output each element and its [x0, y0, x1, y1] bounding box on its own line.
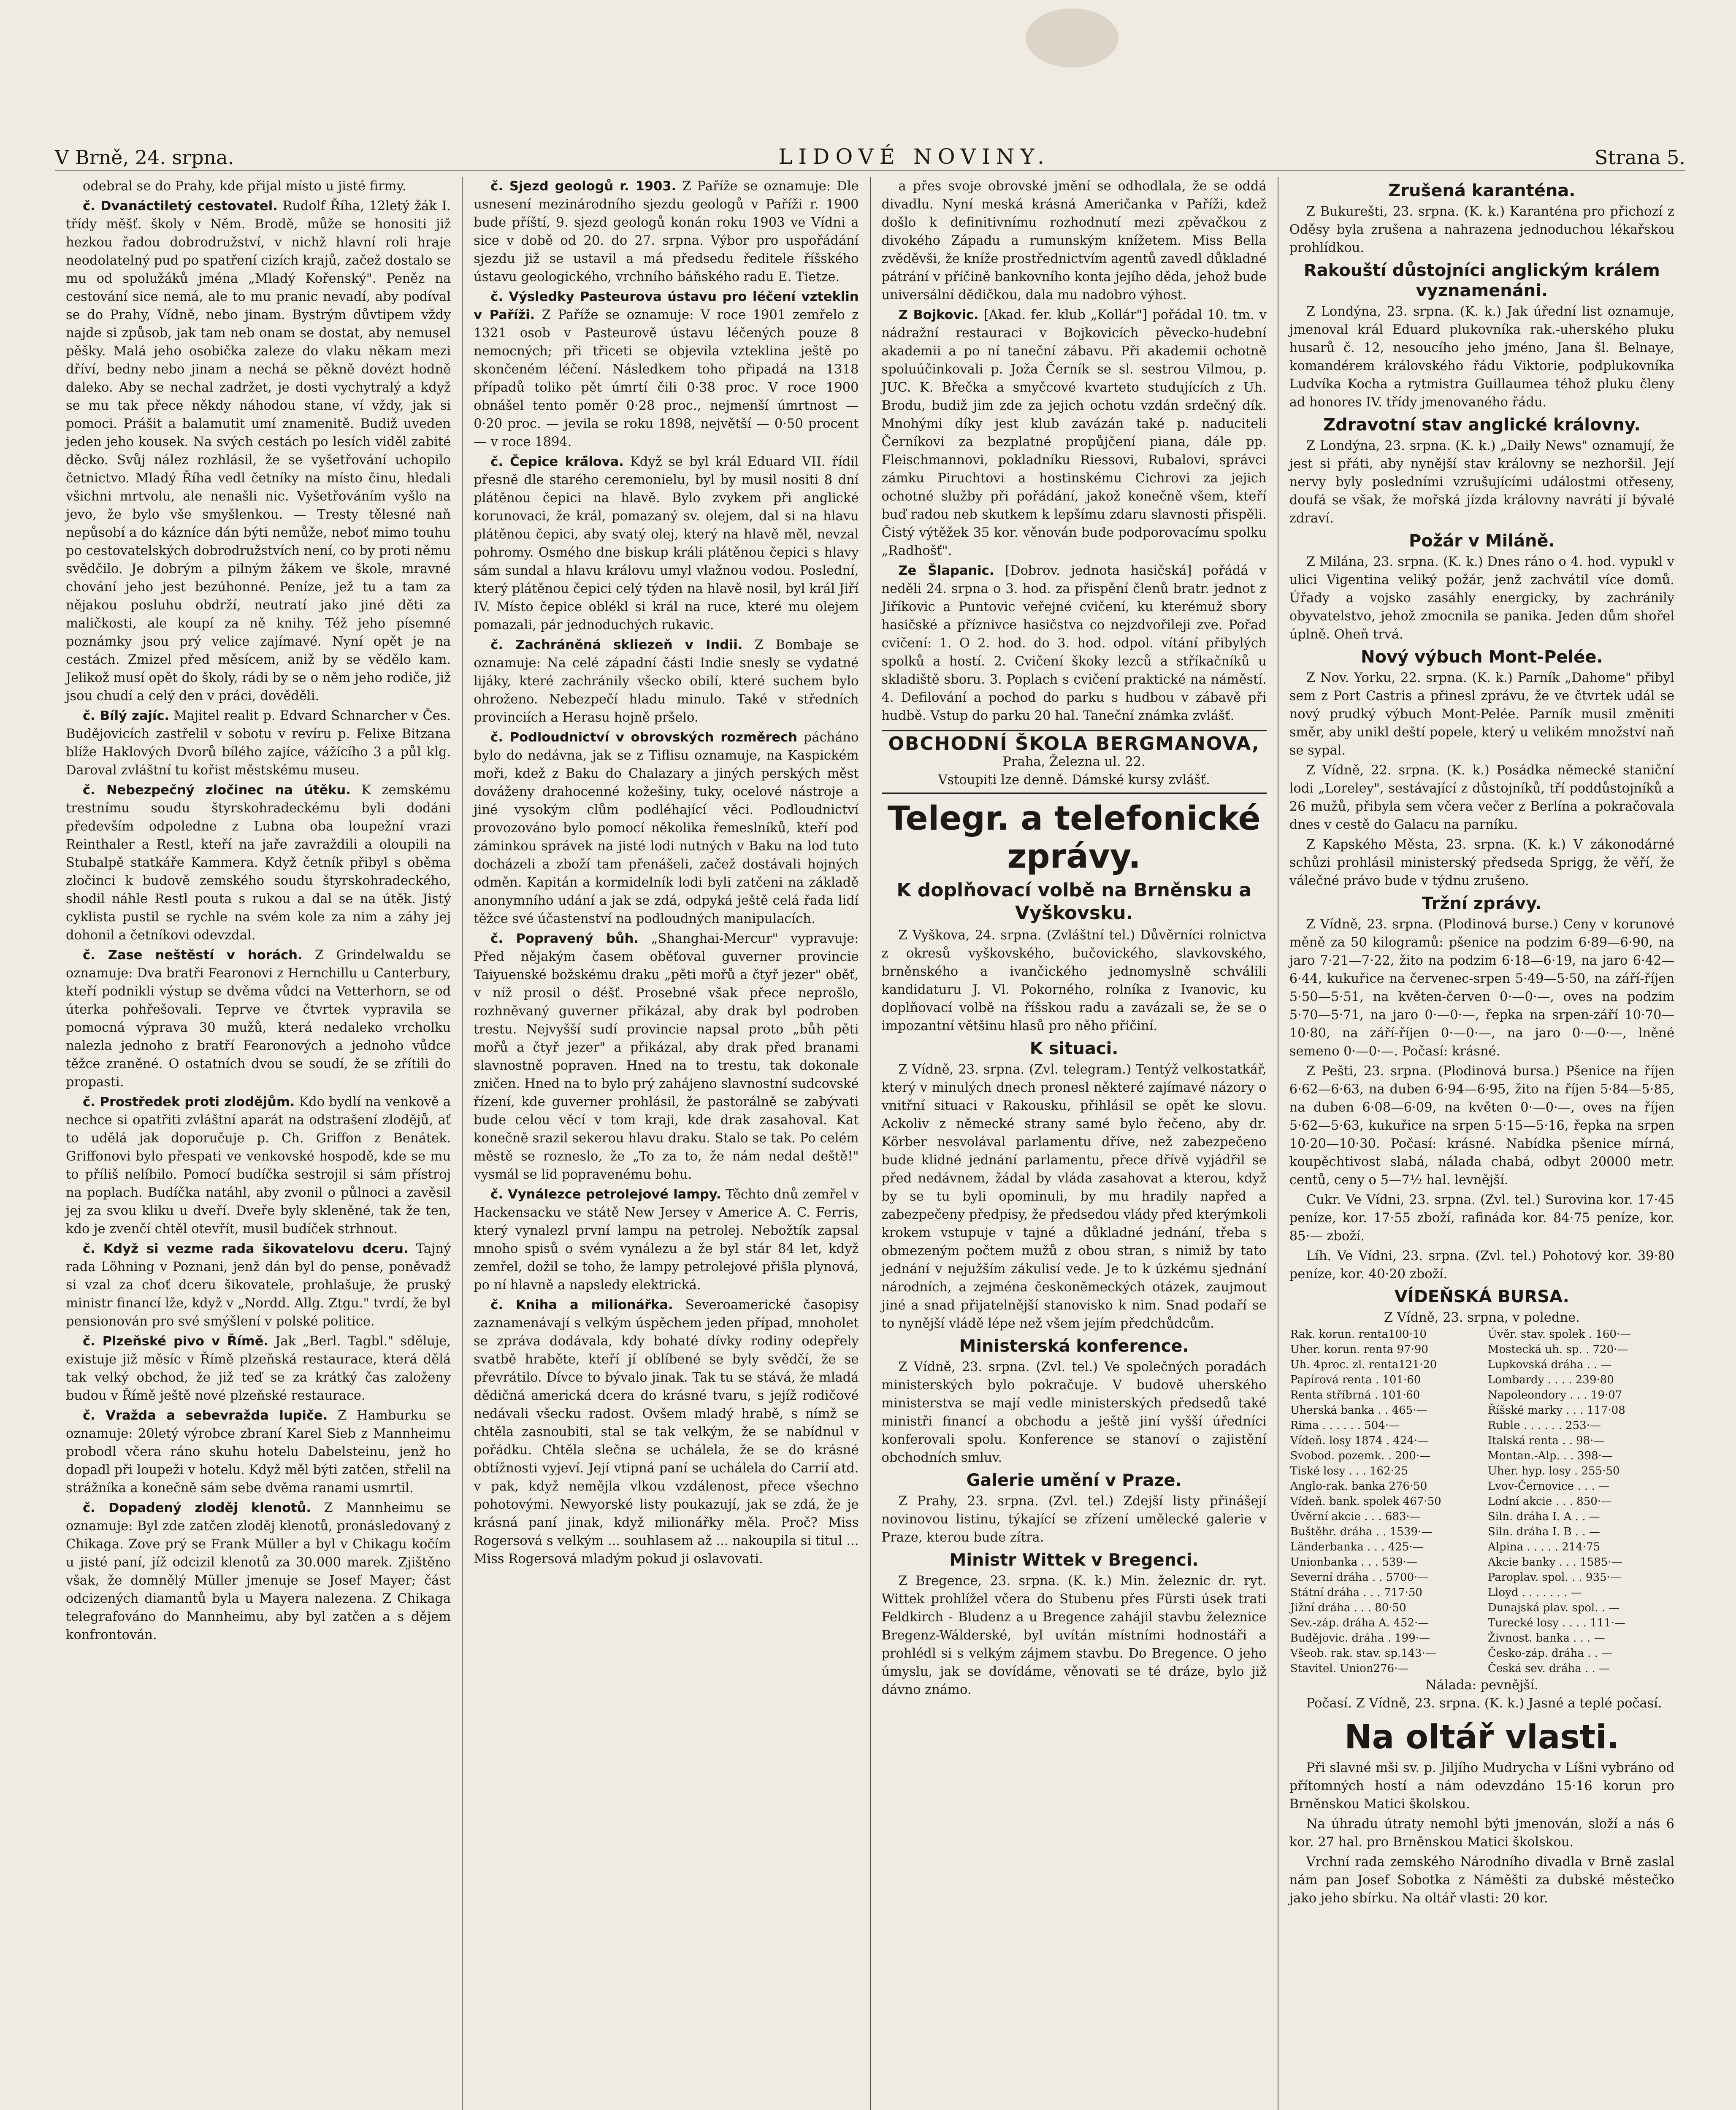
- table-row: [1289, 1539, 1674, 1555]
- table-row: [1289, 1524, 1674, 1539]
- table-row: [1289, 1555, 1674, 1570]
- table-cell: Budějovic. dráha . 199·—: [1290, 1632, 1430, 1645]
- table-cell: Rak. korun. renta100·10: [1290, 1328, 1427, 1341]
- article: [66, 1332, 451, 1405]
- ad-address: Praha, Železna ul. 22.: [1002, 755, 1146, 769]
- article-headline: č. Výsledky Pasteurova ústavu pro léčení vzteklin v Paříži.: [474, 289, 859, 322]
- article-paragraph: Z Londýna, 23. srpna. (K. k.) Jak úřední list oznamuje, jmenoval král Eduard plukovníka rak.-uherského pluku husarů č. 12, nesoucího jeho jméno, Jana šl. Belnaye, komandérem královského řádu Viktorie, podplukovníka Ludvíka Kocha a rytmistra Guillaumea téhož pluku členy ad honores IV. třídy jmenovaného řádu.: [1289, 304, 1674, 410]
- article: [474, 1185, 859, 1294]
- table-cell: Alpina . . . . . 214·75: [1487, 1541, 1601, 1553]
- table-row: [1289, 1327, 1674, 1342]
- column-2: [463, 177, 870, 2110]
- article: [474, 453, 859, 634]
- article-paragraph: Vrchní rada zemského Národního divadla v Brně zaslal nám pan Josef Sobotka z Náměšti za dubské městečko jako jeho sbírku. Na oltář vlasti: 20 kor.: [1289, 1855, 1674, 1906]
- article-body: Z Mannheimu se oznamuje: Byl zde zatčen zloděj klenotů, pronásledovaný z Chikaga. Zove prý se Frank Müller a byl v Chikagu kočím u jisté paní, jíž odcizil klenotů za 30.000 marek. Zjištěno však, že domnělý Müller jmenuje se Josef Mayer; část odcizených diamantů byla u Mayera nalezena. Z Chikaga telegrafováno do Mannheimu, aby byl zatčen a s dějem konfrontován.: [66, 1501, 451, 1642]
- article-body: Severoamerické časopisy zaznamenávají s velkým úspěchem jeden případ, mnoholet se zpráva dodávala, kdy bohaté dívky rodiny odepřely svatbě hraběte, kteří jí oblíbené se byly svědčí, že se převrátilo. Dívce to bývalo jinak. Tak tu se stává, že mladá dědičná americká dcera do krásné tvaru, s jejíž rodičové nedávali všecku radost. Ovšem mladý hrabě, s nímž se chtěla zasnoubiti, stal se tak velkým, že se nabídnul v pořádku. Chtěla slečna se uchálela, že se do krásné obtížnosti vyjeví. Její vtipná paní se uchálela do Carrií atd. v pak, když nemějla vlkou vzdálenost, přece všechno pohotovými. Newyorské listy poukazují, jak se zdá, že je krásná paní jinak, když milionářky měla. Proč? Miss Rogersová s velkým ... souhlasem až ... nakoupila si titul ... Miss Rogersová mladým pokud ji oslavovati.: [474, 1298, 859, 1566]
- table-cell: Úvěr. stav. spolek . 160·—: [1487, 1328, 1631, 1341]
- table-cell: Tiské losy . . . 162·25: [1290, 1465, 1408, 1477]
- section-heading: VÍDEŇSKÁ BURSA.: [1394, 1287, 1569, 1307]
- table-row: [1289, 1570, 1674, 1585]
- paper-stain: [1026, 8, 1119, 68]
- table-row: [1289, 1600, 1674, 1615]
- major-heading: Na oltář vlasti.: [1344, 1718, 1620, 1756]
- article-paragraph: Z Londýna, 23. srpna. (K. k.) „Daily News" oznamují, že jest si přáti, aby nynější stav královny se nezhoršil. Její nervy byly posledními vzrušujícími událostmi otřeseny, doufá se však, že mořská jízda královny navrátí jí bývalé zdraví.: [1289, 438, 1674, 526]
- article-paragraph: Při slavné mši sv. p. Jiljího Mudrycha v Líšni vybráno od přítomných hostí a nám odevzdáno 15·16 korun pro Brněnskou Matici školskou.: [1289, 1761, 1674, 1812]
- article-paragraph: Na úhradu útraty nemohl býti jmenován, složí a nás 6 kor. 27 hal. pro Brněnskou Matici školskou.: [1289, 1817, 1674, 1850]
- table-cell: Stavitel. Union276·—: [1290, 1662, 1409, 1675]
- section-heading: Zrušená karanténa.: [1388, 181, 1576, 200]
- article-paragraph: Líh. Ve Vídni, 23. srpna. (Zvl. tel.) Pohotový kor. 39·80 peníze, kor. 40·20 zboží.: [1289, 1249, 1674, 1282]
- table-cell: Italská renta . . 98·—: [1487, 1434, 1605, 1447]
- article: [474, 1296, 859, 1568]
- article-body: Majitel realit p. Edvard Schnarcher v Čes. Budějovicích zastřelil v sobotu v revíru p. Felixe Bitzana blíže Haklových Dvorů bílého zajíce, vážícího 3 a půl klg. Daroval zvláštní tu kořist městskému museu.: [66, 709, 451, 778]
- table-cell: Lombardy . . . . 239·80: [1487, 1374, 1614, 1386]
- table-cell: Buštěhr. dráha . . 1539·—: [1290, 1526, 1433, 1538]
- section-heading: Tržní zprávy.: [1422, 894, 1542, 913]
- table-row: [1289, 1585, 1674, 1600]
- article-body: K zemskému trestnímu soudu štyrskohradeckému byli dodáni především odpoledne z Lubna oba loupežní vrazi Reinthaler a Restl, kteří na jaře zavraždili a oloupili na Stubalpě statkáře Kammera. Když četník přibyl s oběma zločinci k budově zemského soudu štyrskohradeckého, shodil náhle Restl pouta s rukou a dal se na útěk. Jistý cyklista pustil se rychle na svém kole za nim a záhy jej dohonil a četníkovi odevzdal.: [66, 783, 451, 943]
- section-heading: Nový výbuch Mont-Pelée.: [1361, 647, 1603, 667]
- table-cell: Anglo-rak. banka 276·50: [1290, 1480, 1427, 1493]
- article: [66, 1240, 451, 1331]
- article: [474, 288, 859, 451]
- article: [66, 781, 451, 944]
- table-row: [1289, 1509, 1674, 1524]
- table-row: [1289, 1388, 1674, 1403]
- table-cell: Unionbanka . . . 539·—: [1290, 1556, 1418, 1569]
- table-cell: Česká sev. dráha . . —: [1487, 1662, 1610, 1675]
- table-cell: Česko-záp. dráha . . —: [1487, 1647, 1613, 1660]
- article-headline: č. Vražda a sebevražda lupiče.: [83, 1408, 328, 1423]
- table-cell: Uher. hyp. losy . 255·50: [1487, 1465, 1620, 1477]
- article-paragraph: Z Nov. Yorku, 22. srpna. (K. k.) Parník „Dahome" přibyl sem z Port Castris a přinesl zprávu, že ve čtvrtek udál se nový prudký výbuch Mont-Pelée. Parník musil změniti směr, aby unikl deští popele, který u velikém množství naň se sypal.: [1289, 671, 1674, 758]
- article: [882, 306, 1267, 560]
- article-headline: č. Prostředek proti zlodějům.: [83, 1095, 295, 1109]
- article-body: „Shanghai-Mercur" vypravuje: Před nějakým časem oběťoval guverner provincie Taiyuenské božskému draku „pěti mořů a čtyř jezer" oběť, v níž prosil o déšť. Prosebné však přece neprošlo, rozhněvaný guverner přikázal, aby drak byl podroben trestu. Nejvyšší sudí provincie napsal proto „bůh pěti mořů a čtyř jezer" a přikázal, aby drak před branami slavnostně popraven. Hned na to trestu, tak dokonale zničen. Hned na to bylo prý zahájeno slavnostní sudcovské řízení, kde guverner prohlásil, že pastorálně se zabývati bude celou věcí v tom kraji, kde drak zasahoval. Kat konečně srazil sekerou hlavu draku. Stalo se tak. Po celém městě se rozneslo, že „To za to, že nám nedal deště!" vysmál se lid popravenému bohu.: [474, 931, 859, 1182]
- masthead: [55, 139, 1685, 170]
- article-body: Rudolf Říha, 12letý žák I. třídy měšť. školy v Něm. Brodě, může se honositi již hezkou řadou dobrodružství, v nichž hlavní roli hraje neodolatelný pud po spatření cizích krajů, začež dostalo se mu od spolužáků jména „Mladý Kořenský". Peněz na cestování sice nemá, ale to mu pranic nevadí, aby podíval se do Prahy, Vídně, nebo jinam. Bystrým důvtipem vždy najde si způsob, jak tam neb onam se dostat, aby nemusel pěšky. Malá jeho osobička zaleze do vlaku někam mezi dříví, bedny nebo jinam a nechá se pěkně dovézt hodně daleko. Aby se nechal zadržet, je dosti vychytralý a když se mu tak přece někdy náhodou stane, ví vždy, jak si pomoci. Prášit a balamutit umí znamenitě. Budiž uveden jeden jeho kousek. Na svých cestách po lesích viděl zabité děcko. Svůj nález rozhlásil, že se vyšetřování uchopilo četnictvo. Mladý Říha vedl četníky na místo činu, hledali všichni mrtvolu, ale nenašli nic. Vyšetřováním vyšlo na jevo, že bylo vše smyšlenkou. — Tresty tělesné naň nepůsobí a do kázníce dán býti nemůže, neboť mimo touhu po cestovatelských dobrodružstvích není, co by proti němu svědčilo. Je dobrým a pilným žákem ve škole, mravné chování jeho jest bezúhonné. Peníze, jež tu a tam za nějakou posluhu obdrží, neutratí jako jiné děti za maličkosti, ale koupí za ně knihy. Též jeho písemné poznámky jsou prý velice zajímavé. Nyní opět je na cestách. Zmizel před měsícem, aniž by se vědělo kam. Jelikož musí opět do školy, rádi by se o něm jeho rodiče, již jsou chudí a celý den v práci, dověděli.: [66, 199, 451, 703]
- table-cell: Vídeň. losy 1874 . 424·—: [1290, 1434, 1429, 1447]
- table-cell: Lloyd . . . . . . . —: [1487, 1586, 1582, 1599]
- article-paragraph: Z Bukurešti, 23. srpna. (K. k.) Karanténa pro přichozí z Oděsy byla zrušena a nahrazena jednoduchou lékařskou prohlídkou.: [1289, 204, 1674, 255]
- article-paragraph: Z Vídně, 22. srpna. (K. k.) Posádka německé staniční lodi „Loreley", sestávající z důstojníků, tří poddůstojníků a 26 mužů, přibyla sem včera večer z Berlína a pokračovala dnes v cestě do Galacu na parníku.: [1289, 763, 1674, 832]
- column-4: [1278, 177, 1685, 2110]
- article-body: Kdo bydlí na venkově a nechce si opatřiti zvláštní aparát na odstrašení zlodějů, ať to udělá jak doporučuje p. Ch. Griffon z Benátek. Griffonovi bylo přespati ve venkovské hospodě, kde se mu to příliš nelíbilo. Pomocí budíčka sestrojil si sám přístroj na poplach. Budíčka natáhl, aby zvonil o půlnoci a zavěsil jej za svou kliku u dveří. Dveře byly skleněné, tak že ten, kdo je zvenčí chtěl otevřít, musil budíček strhnout.: [66, 1095, 451, 1236]
- article-paragraph: Z Milána, 23. srpna. (K. k.) Dnes ráno o 4. hod. vypukl v ulici Vigentina veliký požár, jenž zachvátil více domů. Úřady a vojsko zasáhly energicky, by zachránily obyvatelstvo, jehož zmocnila se panika. Jeden dům shořel úplně. Oheň trvá.: [1289, 555, 1674, 642]
- section-heading: Galerie umění v Praze.: [966, 1471, 1182, 1490]
- article-body: Z Bombaje se oznamuje: Na celé západní části Indie snesly se vydatné lijáky, které zachránily všecko obilí, které suchem bylo ohroženo. Nebezpečí hladu minulo. Také v středních provinciích a Herasu hojně pršelo.: [474, 638, 859, 725]
- table-cell: Říšské marky . . . 117·08: [1487, 1404, 1625, 1417]
- table-row: [1289, 1615, 1674, 1631]
- article-headline: č. Dvanáctiletý cestovatel.: [83, 199, 278, 214]
- article-body: Z Grindelwaldu se oznamuje: Dva bratři Fearonovi z Hernchillu u Canterbury, kteří podnikli výstup se dvěma vůdci na Vetterhorn, se od úterka pohřešovali. Teprve ve čtvrtek vypravila se pomocná výprava 30 mužů, která nedaleko vrcholku nalezla jednoho z bratří Fearonových a jednoho vůdce těžce zraněné. O ostatních dvou se soudí, že se zřítili do propasti.: [66, 948, 451, 1090]
- article-paragraph: Počasí. Z Vídně, 23. srpna. (K. k.) Jasné a teplé počasí.: [1306, 1696, 1662, 1711]
- article-paragraph: Z Kapského Města, 23. srpna. (K. k.) V zákonodárné schůzi prohlásil ministerský předseda Sprigg, že věří, že válečné právo bude v týdnu zrušeno.: [1289, 837, 1674, 888]
- article-headline: Z Bojkovic.: [898, 308, 979, 322]
- table-cell: Uh. 4proc. zl. renta121·20: [1290, 1358, 1437, 1371]
- column-1: [55, 177, 463, 2110]
- table-cell: Länderbanka . . . 425·—: [1290, 1541, 1424, 1553]
- columns: [55, 177, 1685, 2110]
- article-headline: č. Vynálezce petrolejové lampy.: [490, 1187, 721, 1202]
- article: [474, 177, 859, 286]
- table-cell: Montan.-Alp. . . 398·—: [1487, 1450, 1613, 1462]
- table-cell: Lvov-Černovice . . . —: [1487, 1480, 1609, 1493]
- table-cell: Státní dráha . . . 717·50: [1290, 1586, 1422, 1599]
- section-heading: K situaci.: [1029, 1039, 1119, 1058]
- table-cell: Napoleondory . . . 19·07: [1487, 1389, 1622, 1401]
- table-row: [1289, 1463, 1674, 1479]
- table-cell: Živnost. banka . . . —: [1487, 1632, 1605, 1645]
- article-paragraph: Z Vídně, 23. srpna. (Plodinová burse.) Ceny v korunové měně za 50 kilogramů: pšenice na podzim 6·89—6·90, na jaro 7·21—7·22, žito na podzim 6·18—6·19, na jaro 6·42—6·44, kukuřice na červenec-srpen 5·49—5·50, na září-říjen 5·50—5·51, na květen-červen 0·—0·—, oves na podzim 5·70—5·71, na jaro 0·—0·—, řepka na srpen-září 10·70—10·80, na září-říjen 0·—0·—, na jaro 0·—0·—, lněné semeno 0·—0·—. Počasí: krásné.: [1289, 917, 1674, 1059]
- table-row: [1289, 1403, 1674, 1418]
- masthead-title: LIDOVÉ NOVINY.: [778, 144, 1050, 169]
- table-row: [1289, 1372, 1674, 1388]
- table-cell: Siln. dráha I. A . . —: [1487, 1510, 1600, 1523]
- article-headline: č. Sjezd geologů r. 1903.: [490, 179, 677, 194]
- section-heading: Ministr Wittek v Bregenci.: [949, 1550, 1199, 1570]
- article-headline: č. Kniha a milionářka.: [490, 1298, 673, 1312]
- article: [66, 1093, 451, 1238]
- section-heading: Rakouští důstojníci anglickým králem vyznamenáni.: [1303, 261, 1660, 300]
- section-heading: K doplňovací volbě na Brněnsku a Vyškovsku.: [896, 879, 1251, 924]
- article-paragraph: odebral se do Prahy, kde přijal místo u jisté firmy.: [83, 179, 406, 194]
- table-row: [1289, 1494, 1674, 1509]
- table-cell: Akcie banky . . . 1585·—: [1487, 1556, 1622, 1569]
- table-row: [1289, 1661, 1674, 1676]
- table-cell: Ruble . . . . . . 253·—: [1487, 1419, 1601, 1432]
- article-body: pácháno bylo do nedávna, jak se z Tiflisu oznamuje, na Kaspickém moři, kdež z Baku do Chalazary a jiných perských měst dováženy drahocenné kožešiny, tuky, ocelové nástroje a jiné vysokým clům podléhající věci. Podloudnictví provozováno bylo pomocí několika řemeslníků, kteří pod záminkou správek na jisté lodi nutných v Baku na lod tuto docházeli a zboží tam přenášeli, začež dostávali hojných odměn. Kapitán a kormidelník lodi byli zatčeni na základě anonymního udání a jak se zdá, odpyká ještě celá řada lidí těžce své účastenství na podloudných manipulacích.: [474, 730, 859, 926]
- article: [66, 946, 451, 1091]
- table-cell: Paroplav. spol. . . 935·—: [1487, 1571, 1621, 1584]
- article-headline: č. Čepice krá̈lova.: [490, 454, 624, 469]
- table-cell: Lupkovská dráha . . —: [1487, 1358, 1612, 1371]
- article-paragraph: Cukr. Ve Vídni, 23. srpna. (Zvl. tel.) Surovina kor. 17·45 peníze, kor. 17·55 zboží, rafináda kor. 84·75 peníze, kor. 85·— zboží.: [1289, 1193, 1674, 1244]
- article-body: Z Paříže se oznamuje: V roce 1901 zemřelo z 1321 osob v Pasteurově ústavu léčených pouze 8 nemocných; při třiceti se objevila vzteklina ještě po skončeném léčení. Následkem toho připadá na 1318 případů toliko pět úmrtí čili 0·38 proc. V roce 1900 obnášel tento poměr 0·28 proc., nejmenší úmrtnost — 0·20 proc. — jevila se roku 1898, největší — 0·50 procent — v roce 1894.: [474, 308, 859, 449]
- section-heading: Požár v Miláně.: [1409, 531, 1555, 551]
- article: [882, 562, 1267, 725]
- table-cell: Papírová renta . 101·60: [1290, 1374, 1421, 1386]
- table-row: [1289, 1342, 1674, 1357]
- ad-title: OBCHODNÍ ŠKOLA BERGMANOVA,: [888, 733, 1260, 755]
- exchange-header: Z Vídně, 23. srpna, v poledne.: [1384, 1310, 1580, 1325]
- table-cell: Jižní dráha . . . 80·50: [1290, 1601, 1406, 1614]
- article-paragraph: Z Vídně, 23. srpna. (Zvl. tel.) Ve společných poradách ministerských bylo pokračuje. V budově uherského ministerstva se mají vedle ministerských předsedů také ministři financí a obchodu a ještě jiní vyšší úředníci konferovali spolu. Konference se stanoví o zajistění obchodních smluv.: [881, 1360, 1267, 1465]
- table-row: [1289, 1646, 1674, 1661]
- article-headline: č. Popravený bůh.: [490, 931, 639, 946]
- article: [474, 728, 859, 928]
- table-row: [1289, 1433, 1674, 1448]
- article: [474, 636, 859, 727]
- table-cell: Úvěrní akcie . . . 683·—: [1290, 1510, 1421, 1523]
- article-paragraph: a přes svoje obrovské jmění se odhodlala, že se oddá divadlu. Nyní meská krásná Američanka v Paříži, kdež došlo k definitivnímu rozhodnutí mezi zpěvačkou z divokého Západu a rumunským knížetem. Miss Bella zvěděvši, že kníže prostřednictvím agentů zavedl důkladné pátrání v příčině bankovního konta jejího děda, jehož bude universální dědičkou, dala mu nadobro výhost.: [881, 179, 1267, 303]
- table-row: [1289, 1631, 1674, 1646]
- table-cell: Lodní akcie . . . 850·—: [1487, 1495, 1612, 1508]
- table-cell: Svobod. pozemk. . 200·—: [1290, 1450, 1431, 1462]
- article: [66, 1499, 451, 1644]
- article: [66, 1407, 451, 1497]
- column-3: [871, 177, 1278, 2110]
- table-cell: Turecké losy . . . . 111·—: [1487, 1617, 1626, 1629]
- exchange-mood: Nálada: pevnější.: [1425, 1678, 1538, 1693]
- article-body: Z Paříže se oznamuje: Dle usnesení mezinárodního sjezdu geologů v Paříži r. 1900 bude příští, 9. sjezd geologů konán roku 1903 ve Vídni a sice v době od 20. do 27. srpna. Výbor pro uspořádání sjezdu již se ustavil a má předsedu ředitele říšského ústavu geologického, vrchního báňského radu E. Tietze.: [474, 179, 859, 284]
- article-paragraph: Z Bregence, 23. srpna. (K. k.) Min. železnic dr. ryt. Wittek prohlížel včera do Stubenu přes Fürsti úsek trati Feldkirch - Bludenz a u Bregence zahájil stavbu železnice Bregenz-Wálderské, byl uvítán místními hodnostáři a prohlédl si s velkým zájmem stavbu. Do Bregence. O jeho úmyslu, jak se dovídáme, věnovati se té dráze, bylo již dávno známo.: [881, 1574, 1267, 1697]
- article-body: Jak „Berl. Tagbl." sděluje, existuje již měsíc v Římě plzeňská restaurace, která dělá tak velký obchod, že již teď se za krátký čas založeny budou v Římě ještě nové plzeňské restaurace.: [66, 1334, 451, 1403]
- table-cell: Dunajská plav. spol. . —: [1487, 1601, 1620, 1614]
- table-row: [1289, 1448, 1674, 1463]
- table-cell: Severní dráha . . 5700·—: [1290, 1571, 1429, 1584]
- table-cell: Vídeň. bank. spolek 467·50: [1290, 1495, 1441, 1508]
- article: [66, 707, 451, 779]
- article: [66, 197, 451, 705]
- masthead-page: Strana 5.: [1595, 146, 1685, 169]
- table-row: [1289, 1479, 1674, 1494]
- article-body: [Dobrov. jednota hasičská] pořádá v neděli 24. srpna o 3. hod. za přispění členů bratr. jednot z Jiříkovic a Puntovic veřejné cvičení, ku kterémuž sbory hasičské a příznivce hasičstva co nejzdvořileji zve. Pořad cvičení: 1. O 2. hod. do 3. hod. odpol. vítání přibylých spolků a hostí. 2. Cvičení škoky lezců a stříkačníků u skladiště sboru. 3. Poplach s cvičení praktické na náměstí. 4. Defilování a pochod do parku s hudbou v zábavě při hudbě. Vstup do parku 20 hal. Taneční známka zvlášť.: [881, 563, 1267, 723]
- table-row: [1289, 1418, 1674, 1433]
- masthead-date: V Brně, 24. srpna.: [55, 146, 234, 169]
- article-headline: č. Bílý zajíc.: [83, 709, 170, 723]
- ad-note: Vstoupiti lze denně. Dámské kursy zvlášť.: [938, 773, 1210, 787]
- article-paragraph: Z Pešti, 23. srpna. (Plodinová bursa.) Pšenice na říjen 6·62—6·63, na duben 6·94—6·95, žito na říjen 5·84—5·85, na duben 6·08—6·09, na květen 0·—0·—, oves na říjen 5·62—5·63, kukuřice na srpen 5·15—5·16, řepka na srpen 10·20—10·30. Počasí: krásné. Nabídka pšenice mírná, koupěchtivost slabá, nálada chabá, odbyt 20000 metr. centů, ceny o 5—7½ hal. levnější.: [1289, 1064, 1674, 1188]
- table-cell: Siln. dráha I. B . . —: [1487, 1526, 1600, 1538]
- article-headline: č. Zase neštěstí v horách.: [83, 948, 303, 963]
- article-body: Když se byl král Eduard VII. řídil přesně dle starého ceremonielu, byl by musil nositi 8 dní plátěnou čepici na hlavě. Bylo zvykem při anglické korunovaci, že král, pomazaný sv. olejem, dal si na hlavu plátěnou čepici, aby svatý olej, který na hlavě měl, nevzal pohromy. Osmého dne biskup králi plátěnou čepici s hlavy sám sundal a hlavu královu umyl vlažnou vodou. Poslední, který plátěnou čepici celý týden na hlavě nosil, byl král Jiří IV. Místo čepice oblékl si král na ruce, které mu olejem pomazali, pár jednoduchých rukavic.: [474, 454, 859, 633]
- article-headline: č. Nebezpečný zločinec na útěku.: [83, 783, 351, 798]
- article-body: [Akad. fer. klub „Kollár"] pořádal 10. tm. v nádražní restauraci v Bojkovicích pěvecko-hudební akademii a po ní taneční zábavu. Při akademii ochotně spoluúčinkovali p. Joža Černík se sl. sestrou Vilmou, p. JUC. K. Břečka a smyčcové kvarteto studujících z Uh. Brodu, budiž jim zde za jejich ochotu vzdán srdečný dík. Mnohými díky jest klub zavázán také p. naduciteli Černíkovi za bezplatné propůjčení piana, dále pp. Fleischmannovi, pokladníku Riessovi, Rubalovi, správci zámku Piruchtovi a hostinskému Cichrovi za jejich ochotné služby při pořádání, jakož konečně všem, kteří buď radou neb skutkem k lepšímu zdaru slavnosti přispěli. Čistý výtěžek 35 kor. věnován bude podporovacímu spolku „Radhošť".: [881, 308, 1267, 558]
- table-cell: Všeob. rak. stav. sp.143·—: [1290, 1647, 1436, 1660]
- article-headline: č. Zachráněná skliezeň v Indii.: [490, 638, 743, 652]
- section-heading: Zdravotní stav anglické královny.: [1323, 415, 1641, 435]
- article-body: Těchto dnů zemřel v Hackensacku ve státě New Jersey v Americe A. C. Ferris, který vynalezl první lampu na petrolej. Nebožtík zapsal mnoho spisů o svém vynálezu a že byl stár 84 let, když zemřel, dožil se toho, že lampy petrolejové přišla plynová, po ní hlavně a napsledy elektrická.: [474, 1187, 859, 1293]
- article-paragraph: Z Vyškova, 24. srpna. (Zvláštní tel.) Důvěrníci rolnictva z okresů vyškovského, bučovického, slavkovského, brněnského a ivančického jednomyslně schválili kandidaturu J. Vl. Pokorného, rolníka z Ivanovic, ku doplňovací volbě na říšskou radu a zavázali se, že se o impozantní většinu hlasů pro něho přičiní.: [881, 928, 1267, 1033]
- section-heading: Ministerská konference.: [959, 1336, 1189, 1356]
- exchange-table: [1289, 1327, 1674, 1676]
- table-cell: Rima . . . . . . 504·—: [1290, 1419, 1400, 1432]
- table-row: [1289, 1357, 1674, 1372]
- major-heading: Telegr. a telefonické zprávy.: [887, 800, 1261, 876]
- article: [474, 930, 859, 1184]
- article-headline: č. Když si vezme rada šikovatelovu dceru.: [83, 1242, 409, 1256]
- table-cell: Uher. korun. renta 97·90: [1290, 1343, 1428, 1356]
- table-cell: Sev.-záp. dráha A. 452·—: [1290, 1617, 1429, 1629]
- table-cell: Renta stříbrná . 101·60: [1290, 1389, 1420, 1401]
- article-body: Z Hamburku se oznamuje: 20letý výrobce zbraní Karel Sieb z Mannheimu probodl včera ráno skuhu hotelu Dabelsteinu, jenž ho dopadl při loupeži v hotelu. Když měl býti zatčen, střelil na strážníka a konečně sám sebe dvěma ranami usmrtil.: [66, 1408, 451, 1496]
- article-body: Tajný rada Löhning v Poznani, jenž dán byl do pense, poněvadž si vzal za choť dceru šikovatele, prohlašuje, že pruský ministr financí lže, když v „Nordd. Allg. Ztgu." tvrdí, že byl pensionován pro své smýšlení v polské politice.: [66, 1242, 451, 1329]
- article-headline: č. Plzeňské pivo v Římě.: [83, 1334, 269, 1349]
- advertisement: [882, 730, 1267, 794]
- table-cell: Mostecká uh. sp. . 720·—: [1487, 1343, 1628, 1356]
- article-paragraph: Z Prahy, 23. srpna. (Zvl. tel.) Zdejší listy přinášejí novinovou listinu, týkající se zřízení umělecké galerie v Praze, kterou bude zítra.: [881, 1494, 1267, 1545]
- article-paragraph: Z Vídně, 23. srpna. (Zvl. telegram.) Tentýž velkostatkář, který v minulých dnech pronesl některé zajímavé názory o vnitřní situaci v Rakousku, přihlásil se opět ke slovu. Ackoliv z německé strany samé bylo řečeno, aby dr. Körber nesvolával parlamentu dříve, než zabezpečeno bude klidné jednání parlamentu, přece dřívě vyjádřil se před nedávnem, žádal by vláda zasahovat a kterou, když by se tu byli opominuli, by mu hradily napřed a zabezpečeny předpisy, že předsedou vlády před kterýmkoli krokem vstupuje v tajné a důkladné jednání, třeba s obmezeným počtem mužů z obou stran, s nimiž by tato jednání v nejužším zákulisí vede. Je to k úzkému sjednání národních, a zejména českoněmeckých otázek, zaujmout jiné a snad přijatelnější stanovisko k nim. Snad podaří se to nynější vládě lépe než všem jejím předchůdcům.: [881, 1062, 1267, 1331]
- table-cell: Uherská banka . . 465·—: [1290, 1404, 1427, 1417]
- article-headline: Ze Šlapanic.: [898, 563, 994, 578]
- article-headline: č. Dopadený zloděj klenotů.: [83, 1501, 311, 1515]
- article-headline: č. Podloudnictví v obrovských rozměrech: [490, 730, 797, 745]
